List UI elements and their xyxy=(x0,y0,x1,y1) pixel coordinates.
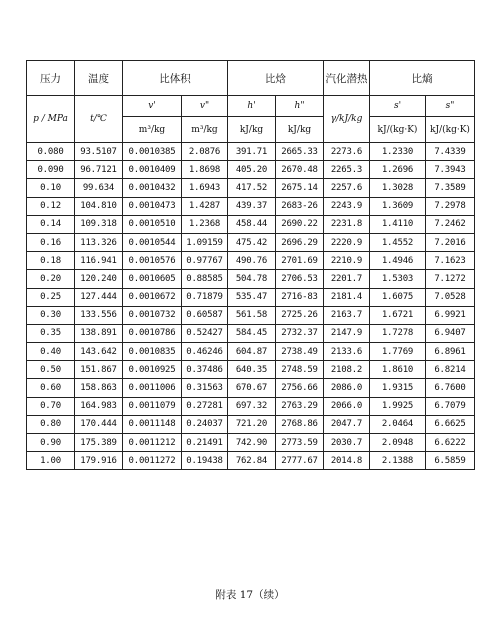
cell-v-prime: 0.0010835 xyxy=(123,343,182,361)
cell-v-double-prime: 1.2368 xyxy=(182,215,228,233)
cell-h-double-prime: 2732.37 xyxy=(276,324,324,342)
table-body xyxy=(27,143,475,470)
cell-temperature: 143.642 xyxy=(75,343,123,361)
cell-v-prime: 0.0011079 xyxy=(123,397,182,415)
table-row xyxy=(27,379,475,397)
cell-h-prime: 458.44 xyxy=(228,215,276,233)
cell-h-double-prime: 2768.86 xyxy=(276,415,324,433)
cell-v-double-prime: 0.21491 xyxy=(182,434,228,452)
cell-temperature: 93.5107 xyxy=(75,143,123,161)
cell-temperature: 109.318 xyxy=(75,215,123,233)
cell-temperature: 120.240 xyxy=(75,270,123,288)
cell-h-prime: 762.84 xyxy=(228,452,276,470)
cell-v-double-prime: 0.88585 xyxy=(182,270,228,288)
cell-temperature: 175.389 xyxy=(75,434,123,452)
cell-pressure: 0.90 xyxy=(27,434,75,452)
cell-h-prime: 742.90 xyxy=(228,434,276,452)
cell-h-double-prime: 2756.66 xyxy=(276,379,324,397)
cell-pressure: 0.090 xyxy=(27,161,75,179)
cell-s-double-prime: 6.5859 xyxy=(426,452,475,470)
cell-latent-heat: 2273.6 xyxy=(324,143,370,161)
cell-pressure: 0.18 xyxy=(27,252,75,270)
symbol-v-prime: v' xyxy=(123,96,182,117)
cell-h-double-prime: 2701.69 xyxy=(276,252,324,270)
cell-latent-heat: 2265.3 xyxy=(324,161,370,179)
cell-h-prime: 561.58 xyxy=(228,306,276,324)
table-row xyxy=(27,361,475,379)
cell-s-double-prime: 6.8961 xyxy=(426,343,475,361)
cell-pressure: 0.10 xyxy=(27,179,75,197)
cell-latent-heat: 2014.8 xyxy=(324,452,370,470)
cell-s-prime: 2.0464 xyxy=(370,415,426,433)
unit-s-prime: kJ/(kg·K) xyxy=(370,117,426,143)
cell-v-double-prime: 0.52427 xyxy=(182,324,228,342)
cell-temperature: 104.810 xyxy=(75,197,123,215)
cell-temperature: 138.891 xyxy=(75,324,123,342)
cell-latent-heat: 2047.7 xyxy=(324,415,370,433)
table-row xyxy=(27,270,475,288)
cell-s-prime: 2.1388 xyxy=(370,452,426,470)
cell-latent-heat: 2030.7 xyxy=(324,434,370,452)
cell-latent-heat: 2066.0 xyxy=(324,397,370,415)
cell-v-prime: 0.0011006 xyxy=(123,379,182,397)
cell-temperature: 164.983 xyxy=(75,397,123,415)
cell-v-prime: 0.0010732 xyxy=(123,306,182,324)
cell-h-prime: 439.37 xyxy=(228,197,276,215)
cell-pressure: 0.25 xyxy=(27,288,75,306)
symbol-h-prime: h' xyxy=(228,96,276,117)
cell-s-double-prime: 6.9921 xyxy=(426,306,475,324)
cell-s-prime: 1.4552 xyxy=(370,233,426,251)
table-row xyxy=(27,143,475,161)
cell-v-prime: 0.0010605 xyxy=(123,270,182,288)
latent-heat-unit: γ/kJ/kg xyxy=(324,96,370,143)
cell-temperature: 151.867 xyxy=(75,361,123,379)
cell-h-prime: 584.45 xyxy=(228,324,276,342)
cell-v-double-prime: 0.60587 xyxy=(182,306,228,324)
cell-v-double-prime: 1.09159 xyxy=(182,233,228,251)
cell-pressure: 0.12 xyxy=(27,197,75,215)
cell-temperature: 133.556 xyxy=(75,306,123,324)
cell-s-prime: 1.7769 xyxy=(370,343,426,361)
cell-h-prime: 417.52 xyxy=(228,179,276,197)
cell-pressure: 1.00 xyxy=(27,452,75,470)
unit-h-prime: kJ/kg xyxy=(228,117,276,143)
table-row xyxy=(27,197,475,215)
header-enthalpy: 比焓 xyxy=(228,61,324,96)
cell-temperature: 158.863 xyxy=(75,379,123,397)
cell-s-prime: 1.5303 xyxy=(370,270,426,288)
cell-s-prime: 1.4946 xyxy=(370,252,426,270)
header-latent-heat: 汽化潜热 xyxy=(324,61,370,96)
cell-temperature: 127.444 xyxy=(75,288,123,306)
cell-s-prime: 1.9925 xyxy=(370,397,426,415)
cell-s-double-prime: 7.1623 xyxy=(426,252,475,270)
cell-v-double-prime: 2.0876 xyxy=(182,143,228,161)
cell-v-prime: 0.0010576 xyxy=(123,252,182,270)
unit-h-double-prime: kJ/kg xyxy=(276,117,324,143)
cell-h-double-prime: 2725.26 xyxy=(276,306,324,324)
cell-h-double-prime: 2670.48 xyxy=(276,161,324,179)
cell-h-prime: 504.78 xyxy=(228,270,276,288)
cell-temperature: 96.7121 xyxy=(75,161,123,179)
cell-temperature: 170.444 xyxy=(75,415,123,433)
cell-h-prime: 697.32 xyxy=(228,397,276,415)
cell-pressure: 0.14 xyxy=(27,215,75,233)
table-row xyxy=(27,252,475,270)
cell-v-double-prime: 0.31563 xyxy=(182,379,228,397)
saturated-steam-table xyxy=(26,60,475,470)
cell-latent-heat: 2086.0 xyxy=(324,379,370,397)
cell-v-double-prime: 0.37486 xyxy=(182,361,228,379)
cell-v-prime: 0.0010510 xyxy=(123,215,182,233)
cell-v-double-prime: 0.24037 xyxy=(182,415,228,433)
cell-temperature: 113.326 xyxy=(75,233,123,251)
cell-s-prime: 1.4110 xyxy=(370,215,426,233)
cell-latent-heat: 2108.2 xyxy=(324,361,370,379)
pressure-symbol: p / MPa xyxy=(27,96,75,143)
cell-h-double-prime: 2706.53 xyxy=(276,270,324,288)
table-row xyxy=(27,161,475,179)
table-row xyxy=(27,397,475,415)
cell-h-double-prime: 2665.33 xyxy=(276,143,324,161)
cell-pressure: 0.20 xyxy=(27,270,75,288)
cell-h-double-prime: 2696.29 xyxy=(276,233,324,251)
cell-h-prime: 721.20 xyxy=(228,415,276,433)
cell-s-prime: 1.7278 xyxy=(370,324,426,342)
cell-h-prime: 405.20 xyxy=(228,161,276,179)
cell-pressure: 0.40 xyxy=(27,343,75,361)
cell-h-prime: 490.76 xyxy=(228,252,276,270)
cell-latent-heat: 2243.9 xyxy=(324,197,370,215)
symbol-h-double-prime: h" xyxy=(276,96,324,117)
cell-latent-heat: 2133.6 xyxy=(324,343,370,361)
cell-h-double-prime: 2716-83 xyxy=(276,288,324,306)
cell-latent-heat: 2257.6 xyxy=(324,179,370,197)
cell-pressure: 0.16 xyxy=(27,233,75,251)
symbol-s-prime: s' xyxy=(370,96,426,117)
cell-pressure: 0.80 xyxy=(27,415,75,433)
cell-v-prime: 0.0010925 xyxy=(123,361,182,379)
cell-pressure: 0.35 xyxy=(27,324,75,342)
table-row xyxy=(27,233,475,251)
cell-latent-heat: 2163.7 xyxy=(324,306,370,324)
symbol-v-double-prime: v" xyxy=(182,96,228,117)
cell-latent-heat: 2201.7 xyxy=(324,270,370,288)
cell-s-prime: 1.9315 xyxy=(370,379,426,397)
cell-s-double-prime: 7.0528 xyxy=(426,288,475,306)
cell-h-prime: 475.42 xyxy=(228,233,276,251)
cell-s-prime: 1.6075 xyxy=(370,288,426,306)
cell-h-double-prime: 2675.14 xyxy=(276,179,324,197)
cell-pressure: 0.50 xyxy=(27,361,75,379)
cell-latent-heat: 2181.4 xyxy=(324,288,370,306)
cell-v-double-prime: 1.4287 xyxy=(182,197,228,215)
cell-v-prime: 0.0010544 xyxy=(123,233,182,251)
cell-v-prime: 0.0010672 xyxy=(123,288,182,306)
cell-s-double-prime: 7.2978 xyxy=(426,197,475,215)
cell-s-prime: 1.8610 xyxy=(370,361,426,379)
header-entropy: 比熵 xyxy=(370,61,475,96)
table-row xyxy=(27,215,475,233)
cell-h-prime: 604.87 xyxy=(228,343,276,361)
cell-latent-heat: 2210.9 xyxy=(324,252,370,270)
cell-pressure: 0.30 xyxy=(27,306,75,324)
cell-s-double-prime: 6.9407 xyxy=(426,324,475,342)
cell-v-double-prime: 1.8698 xyxy=(182,161,228,179)
cell-s-double-prime: 6.7600 xyxy=(426,379,475,397)
cell-h-prime: 670.67 xyxy=(228,379,276,397)
table-row xyxy=(27,343,475,361)
cell-s-prime: 1.6721 xyxy=(370,306,426,324)
cell-v-double-prime: 1.6943 xyxy=(182,179,228,197)
cell-v-double-prime: 0.19438 xyxy=(182,452,228,470)
cell-s-double-prime: 6.7079 xyxy=(426,397,475,415)
cell-temperature: 99.634 xyxy=(75,179,123,197)
cell-v-prime: 0.0010473 xyxy=(123,197,182,215)
cell-s-double-prime: 7.2462 xyxy=(426,215,475,233)
unit-v-prime: m³/kg xyxy=(123,117,182,143)
cell-s-double-prime: 7.2016 xyxy=(426,233,475,251)
cell-h-double-prime: 2738.49 xyxy=(276,343,324,361)
cell-v-prime: 0.0010409 xyxy=(123,161,182,179)
cell-v-prime: 0.0010385 xyxy=(123,143,182,161)
cell-v-double-prime: 0.97767 xyxy=(182,252,228,270)
cell-latent-heat: 2220.9 xyxy=(324,233,370,251)
unit-v-double-prime: m³/kg xyxy=(182,117,228,143)
cell-s-prime: 1.2330 xyxy=(370,143,426,161)
table-row xyxy=(27,415,475,433)
cell-s-double-prime: 7.3943 xyxy=(426,161,475,179)
cell-s-prime: 1.2696 xyxy=(370,161,426,179)
cell-v-prime: 0.0011148 xyxy=(123,415,182,433)
table-row xyxy=(27,324,475,342)
table-row xyxy=(27,306,475,324)
table-row xyxy=(27,434,475,452)
cell-latent-heat: 2231.8 xyxy=(324,215,370,233)
cell-h-double-prime: 2690.22 xyxy=(276,215,324,233)
cell-h-prime: 391.71 xyxy=(228,143,276,161)
table-row xyxy=(27,179,475,197)
cell-h-prime: 535.47 xyxy=(228,288,276,306)
cell-h-prime: 640.35 xyxy=(228,361,276,379)
table-row xyxy=(27,452,475,470)
cell-pressure: 0.70 xyxy=(27,397,75,415)
cell-pressure: 0.080 xyxy=(27,143,75,161)
cell-s-double-prime: 7.4339 xyxy=(426,143,475,161)
temperature-unit: t/℃ xyxy=(75,96,123,143)
cell-v-double-prime: 0.27281 xyxy=(182,397,228,415)
cell-s-prime: 2.0948 xyxy=(370,434,426,452)
header-pressure: 压力 xyxy=(27,61,75,96)
unit-s-double-prime: kJ/(kg·K) xyxy=(426,117,475,143)
cell-s-double-prime: 6.8214 xyxy=(426,361,475,379)
table-caption: 附表 17（续） xyxy=(215,589,285,601)
header-specific-volume: 比体积 xyxy=(123,61,228,96)
table-row xyxy=(27,288,475,306)
cell-pressure: 0.60 xyxy=(27,379,75,397)
cell-v-prime: 0.0010432 xyxy=(123,179,182,197)
cell-s-double-prime: 7.1272 xyxy=(426,270,475,288)
cell-h-double-prime: 2777.67 xyxy=(276,452,324,470)
cell-temperature: 116.941 xyxy=(75,252,123,270)
cell-s-double-prime: 6.6625 xyxy=(426,415,475,433)
cell-v-prime: 0.0011272 xyxy=(123,452,182,470)
cell-h-double-prime: 2763.29 xyxy=(276,397,324,415)
cell-v-double-prime: 0.46246 xyxy=(182,343,228,361)
cell-latent-heat: 2147.9 xyxy=(324,324,370,342)
cell-s-double-prime: 7.3589 xyxy=(426,179,475,197)
cell-v-prime: 0.0011212 xyxy=(123,434,182,452)
cell-h-double-prime: 2683-26 xyxy=(276,197,324,215)
cell-temperature: 179.916 xyxy=(75,452,123,470)
cell-v-double-prime: 0.71879 xyxy=(182,288,228,306)
cell-h-double-prime: 2748.59 xyxy=(276,361,324,379)
cell-s-prime: 1.3028 xyxy=(370,179,426,197)
cell-s-prime: 1.3609 xyxy=(370,197,426,215)
symbol-s-double-prime: s" xyxy=(426,96,475,117)
cell-v-prime: 0.0010786 xyxy=(123,324,182,342)
cell-s-double-prime: 6.6222 xyxy=(426,434,475,452)
header-temperature: 温度 xyxy=(75,61,123,96)
cell-h-double-prime: 2773.59 xyxy=(276,434,324,452)
